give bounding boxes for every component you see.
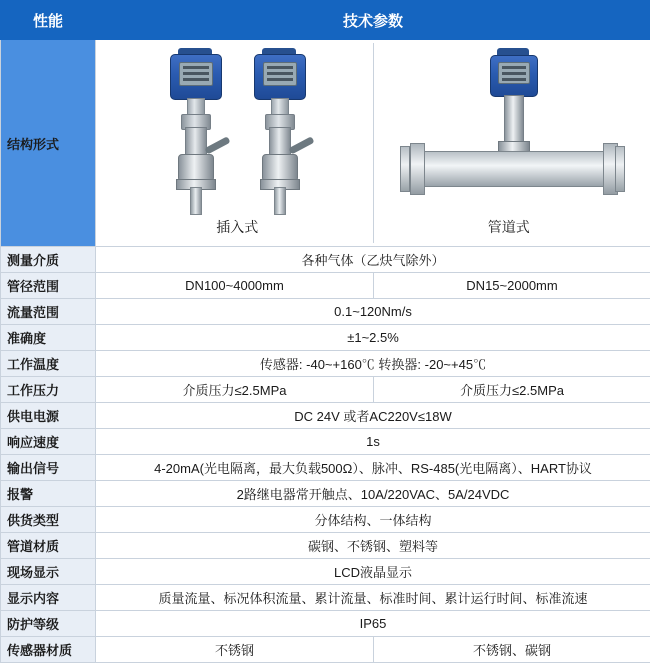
- table-row-structure: [1, 40, 650, 247]
- table-row: [1, 247, 650, 273]
- table-row: [1, 377, 650, 403]
- table-row: [1, 403, 650, 429]
- row-value-pipe-material: 碳钢、不锈钢、塑料等: [96, 533, 650, 559]
- insertion-probe-left-icon: [156, 48, 234, 213]
- row-label-output-signal: 输出信号: [1, 455, 96, 481]
- table-header-row: [1, 1, 650, 40]
- table-row: [1, 429, 650, 455]
- table-row: [1, 585, 650, 611]
- table-body: [1, 1, 650, 663]
- row-value-sensor-material-insertion: 不锈钢: [96, 637, 374, 663]
- row-label-working-temperature: 工作温度: [1, 351, 96, 377]
- row-label-local-display: 现场显示: [1, 559, 96, 585]
- table-row: [1, 299, 650, 325]
- row-label-flow-range: 流量范围: [1, 299, 96, 325]
- table-row: [1, 325, 650, 351]
- row-label-accuracy: 准确度: [1, 325, 96, 351]
- row-label-alarm: 报警: [1, 481, 96, 507]
- table-row: [1, 507, 650, 533]
- row-value-power-supply: DC 24V 或者AC220V≤18W: [96, 403, 650, 429]
- row-value-pipe-diameter-insertion: DN100~4000mm: [96, 273, 374, 299]
- row-label-display-content: 显示内容: [1, 585, 96, 611]
- header-cell-technical-parameters: 技术参数: [96, 1, 650, 40]
- row-value-pipe-diameter-pipeline: DN15~2000mm: [374, 273, 650, 299]
- table-row: [1, 273, 650, 299]
- table-row: [1, 559, 650, 585]
- row-label-pipe-diameter: 管径范围: [1, 273, 96, 299]
- structure-pipeline-type: [374, 43, 645, 243]
- pipeline-type-figure: [394, 45, 624, 213]
- row-value-working-temperature: 传感器: -40~+160℃ 转换器: -20~+45℃: [96, 351, 650, 377]
- row-value-local-display: LCD液晶显示: [96, 559, 650, 585]
- table-row: [1, 637, 650, 663]
- row-value-supply-type: 分体结构、一体结构: [96, 507, 650, 533]
- row-value-medium: 各种气体（乙炔气除外）: [96, 247, 650, 273]
- row-value-protection-level: IP65: [96, 611, 650, 637]
- structure-images-cell: [96, 40, 650, 247]
- row-label-structure: 结构形式: [1, 40, 96, 247]
- row-value-sensor-material-pipeline: 不锈钢、碳钢: [374, 637, 650, 663]
- table-row: [1, 611, 650, 637]
- row-value-output-signal: 4-20mA(光电隔离，最大负载500Ω）、脉冲、RS-485(光电隔离）、HART协议: [96, 455, 650, 481]
- table-row: [1, 455, 650, 481]
- header-cell-performance: 性能: [1, 1, 96, 40]
- row-label-supply-type: 供货类型: [1, 507, 96, 533]
- pipeline-type-caption: 管道式: [487, 219, 530, 235]
- row-value-alarm: 2路继电器常开触点、10A/220VAC、5A/24VDC: [96, 481, 650, 507]
- row-value-accuracy: ±1~2.5%: [96, 325, 650, 351]
- table-row: [1, 351, 650, 377]
- row-value-response-speed: 1s: [96, 429, 650, 455]
- row-value-display-content: 质量流量、标况体积流量、累计流量、标准时间、累计运行时间、标准流速: [96, 585, 650, 611]
- table-row: [1, 533, 650, 559]
- insertion-type-caption: 插入式: [216, 219, 259, 235]
- row-label-working-pressure: 工作压力: [1, 377, 96, 403]
- insertion-probe-right-icon: [240, 48, 318, 213]
- row-value-flow-range: 0.1~120Nm/s: [96, 299, 650, 325]
- table-row: [1, 481, 650, 507]
- structure-insertion-type: [102, 43, 374, 243]
- pipeline-meter-icon: [394, 45, 624, 213]
- row-label-power-supply: 供电电源: [1, 403, 96, 429]
- row-label-medium: 测量介质: [1, 247, 96, 273]
- row-value-working-pressure-pipeline: 介质压力≤2.5MPa: [374, 377, 650, 403]
- row-label-pipe-material: 管道材质: [1, 533, 96, 559]
- row-label-response-speed: 响应速度: [1, 429, 96, 455]
- row-label-protection-level: 防护等级: [1, 611, 96, 637]
- row-value-working-pressure-insertion: 介质压力≤2.5MPa: [96, 377, 374, 403]
- row-label-sensor-material: 传感器材质: [1, 637, 96, 663]
- insertion-type-figure: [153, 45, 321, 213]
